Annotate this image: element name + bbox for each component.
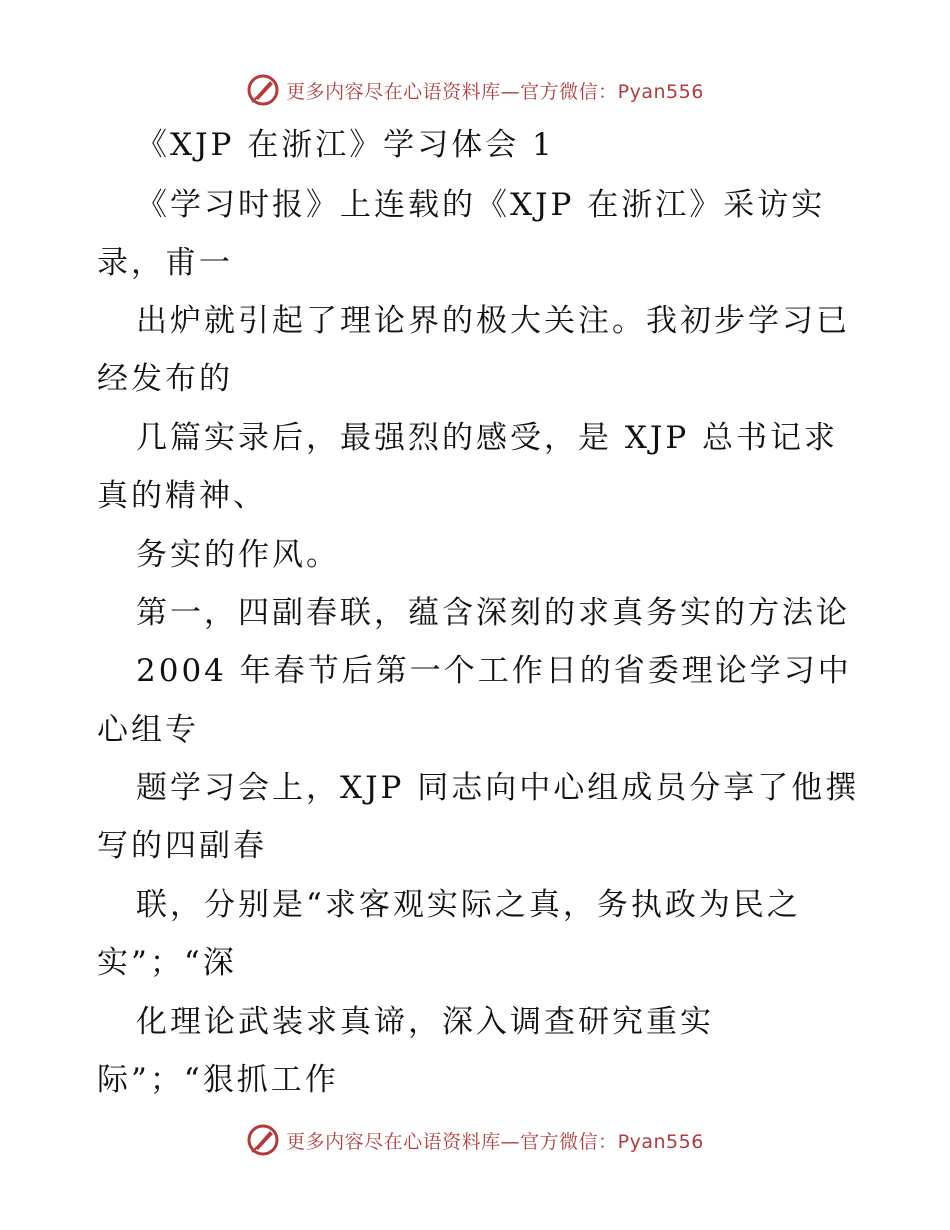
paragraph-line: 心组专 <box>97 712 199 748</box>
watermark-text: 更多内容尽在心语资料库—官方微信：Pyan556 <box>286 1130 704 1153</box>
feather-pen-logo-icon <box>246 1123 280 1157</box>
paragraph-line: 录，甫一 <box>97 245 233 281</box>
paragraph-line: 经发布的 <box>97 361 233 397</box>
paragraph-line: 2004 年春节后第一个工作日的省委理论学习中 <box>136 653 852 689</box>
paragraph-line: 出炉就引起了理论界的极大关注。我初步学习已 <box>136 303 850 339</box>
paragraph-line: 几篇实录后，最强烈的感受，是 XJP 总书记求 <box>136 420 839 456</box>
document-title: 《XJP 在浙江》学习体会 1 <box>136 127 555 163</box>
paragraph-line: 化理论武装求真谛，深入调查研究重实 <box>136 1004 714 1040</box>
paragraph-line: 题学习会上，XJP 同志向中心组成员分享了他撰 <box>136 770 860 806</box>
watermark-text: 更多内容尽在心语资料库—官方微信：Pyan556 <box>286 80 704 103</box>
paragraph-line: 务实的作风。 <box>136 537 340 573</box>
paragraph-line: 联，分别是“求客观实际之真，务执政为民之 <box>136 887 801 923</box>
paragraph-line: 真的精神、 <box>97 478 267 514</box>
paragraph-line: 实”；“深 <box>97 945 237 981</box>
paragraph-line: 《学习时报》上连载的《XJP 在浙江》采访实 <box>136 187 826 223</box>
footer-watermark-banner <box>0 1120 950 1160</box>
paragraph-line: 写的四副春 <box>97 828 267 864</box>
section-heading: 第一，四副春联，蕴含深刻的求真务实的方法论 <box>136 595 850 631</box>
paragraph-line: 际”；“狠抓工作 <box>97 1062 339 1098</box>
